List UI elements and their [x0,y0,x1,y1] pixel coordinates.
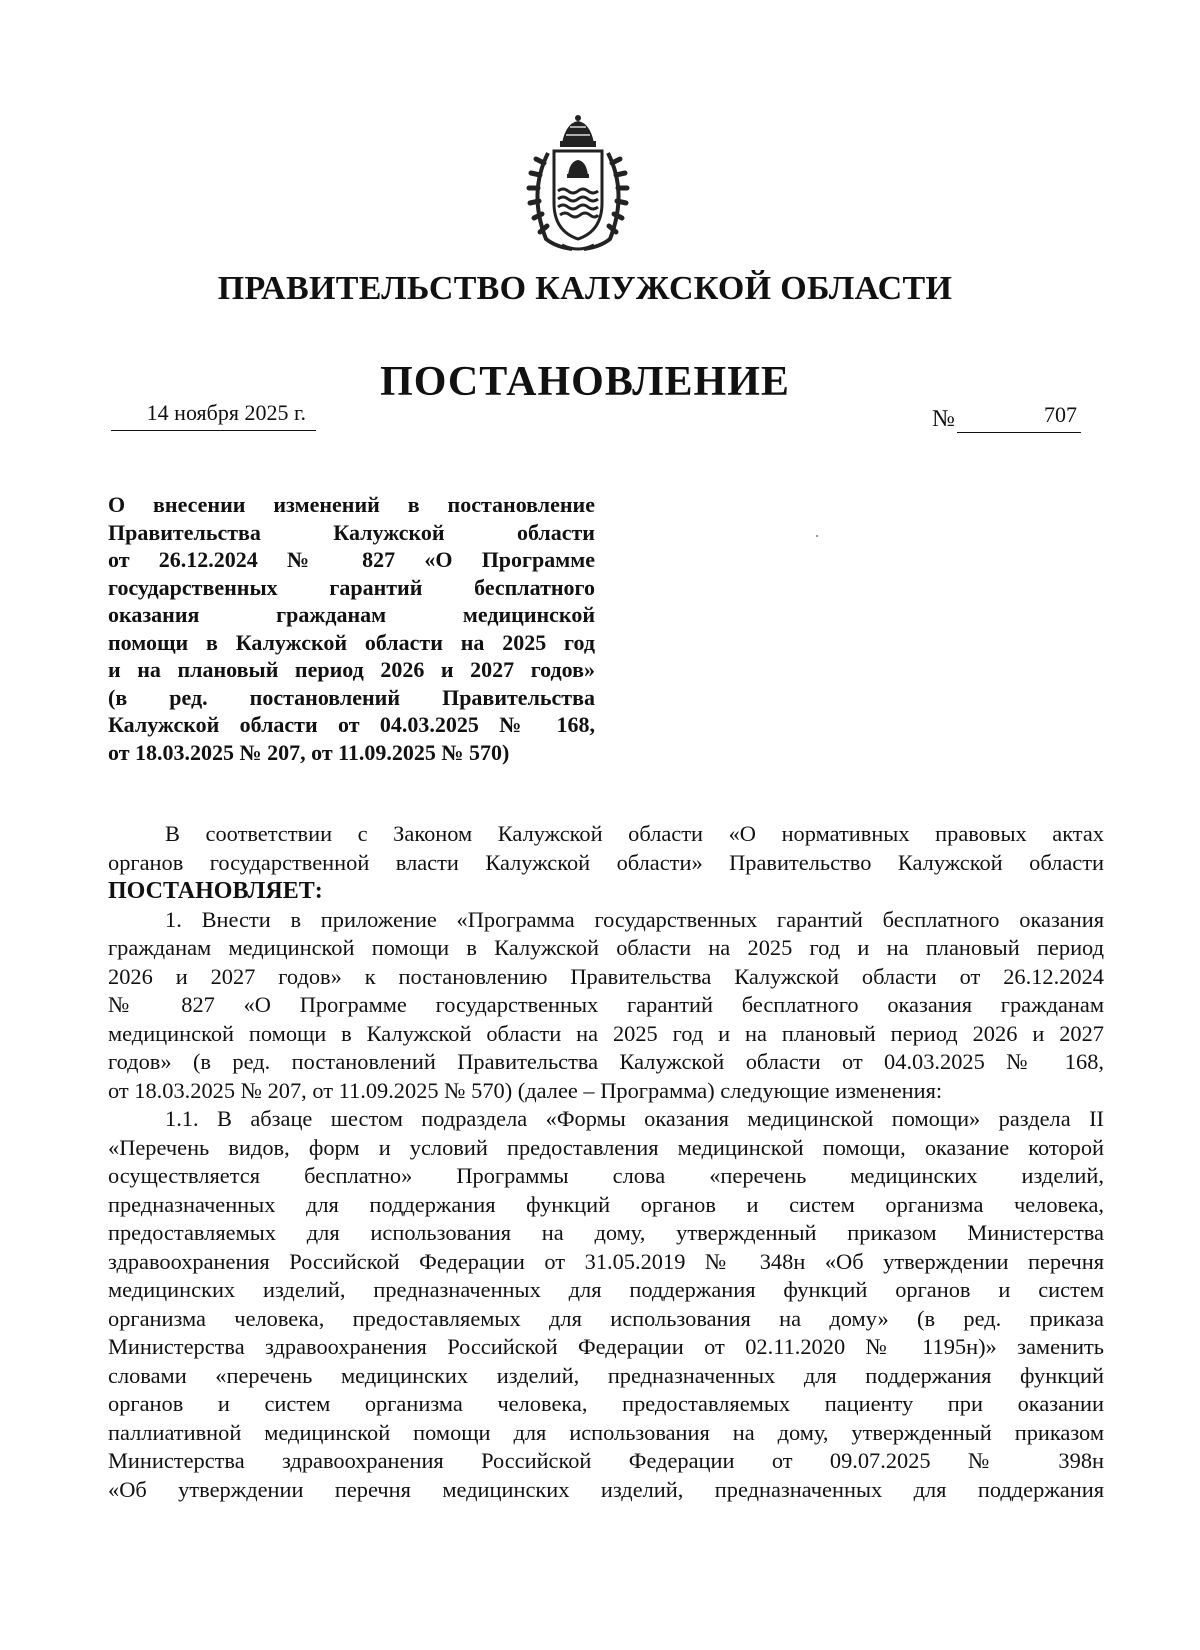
subject-line: помощи в Калужской области на 2025 год [108,629,595,655]
body-line: «Об утверждении перечня медицинских изделий, предназначенных для поддержания [108,1476,1104,1502]
body-line: от 18.03.2025 № 207, от 11.09.2025 № 570) (далее – Программа) следующие изменения: [108,1077,943,1103]
date-text: 14 ноября 2025 г. [146,400,306,425]
subject-line: Правительства Калужской области [108,519,595,545]
number-label: № [932,406,955,432]
body-line: органов и систем организма человека, предоставляемых пациенту при оказании [108,1391,1104,1416]
subject-line: Калужской области от 04.03.2025 № 168, [108,712,595,737]
body-line: В соответствии с Законом Калужской области «О нормативных правовых актах [165,821,1104,846]
body-line: предоставляемых для использования на дому, утвержденный приказом Министерства [108,1220,1104,1245]
body-line: медицинской помощи в Калужской области на 2025 год и на плановый период 2026 и 2027 [108,1020,1104,1046]
body-line: словами «перечень медицинских изделий, предназначенных для поддержания функций [108,1362,1104,1388]
body-line: 1.1. В абзаце шестом подраздела «Формы оказания медицинской помощи» раздела II [165,1106,1104,1131]
subject-line: оказания гражданам медицинской [108,602,595,627]
subject-line: государственных гарантий бесплатного [108,574,595,600]
coat-of-arms-icon [522,113,634,253]
subject-line: от 18.03.2025 № 207, от 11.09.2025 № 570) [108,739,510,765]
subject-line: от 26.12.2024 № 827 «О Программе [108,547,595,572]
body-line: предназначенных для поддержания функций органов и систем организма человека, [108,1191,1104,1217]
document-number [957,398,1081,433]
body-line: «Перечень видов, форм и условий предоставления медицинской помощи, оказание которой [108,1134,1104,1160]
body-line: № 827 «О Программе государственных гарантий бесплатного оказания гражданам [108,992,1104,1017]
number-text: 707 [1044,402,1077,427]
document-subject [108,491,595,766]
body-line: здравоохранения Российской Федерации от 31.05.2019 № 348н «Об утверждении перечня [108,1248,1104,1274]
body-line: медицинских изделий, предназначенных для поддержания функций органов и систем [108,1277,1104,1302]
body-line-resolves: ПОСТАНОВЛЯЕТ: [108,878,323,904]
organization-title: ПРАВИТЕЛЬСТВО КАЛУЖСКОЙ ОБЛАСТИ [217,270,953,307]
document-type-title: ПОСТАНОВЛЕНИЕ [380,359,790,405]
body-line: органов государственной власти Калужской области» Правительство Калужской области [108,849,1104,875]
body-line: Министерства здравоохранения Российской Федерации от 02.11.2020 № 1195н)» заменить [108,1334,1104,1359]
document-date [111,396,316,431]
body-line: осуществляется бесплатно» Программы слова «перечень медицинских изделий, [108,1163,1104,1188]
body-line: организма человека, предоставляемых для использования на дому» (в ред. приказа [108,1305,1104,1331]
document-body [108,820,1104,1504]
subject-line: и на плановый период 2026 и 2027 годов» [108,657,595,682]
body-line: 2026 и 2027 годов» к постановлению Правительства Калужской области от 26.12.2024 [108,963,1104,989]
body-line: паллиативной медицинской помощи для использования на дому, утвержденный приказом [108,1419,1104,1445]
subject-line: О внесении изменений в постановление [108,492,595,517]
subject-line: (в ред. постановлений Правительства [108,684,595,710]
body-line: годов» (в ред. постановлений Правительства Калужской области от 04.03.2025 № 168, [108,1049,1104,1074]
body-line: гражданам медицинской помощи в Калужской области на 2025 год и на плановый период [108,935,1104,960]
body-line: Министерства здравоохранения Российской Федерации от 09.07.2025 № 398н [108,1448,1104,1473]
scan-speck [816,535,818,537]
body-line: 1. Внести в приложение «Программа государственных гарантий бесплатного оказания [165,906,1104,932]
